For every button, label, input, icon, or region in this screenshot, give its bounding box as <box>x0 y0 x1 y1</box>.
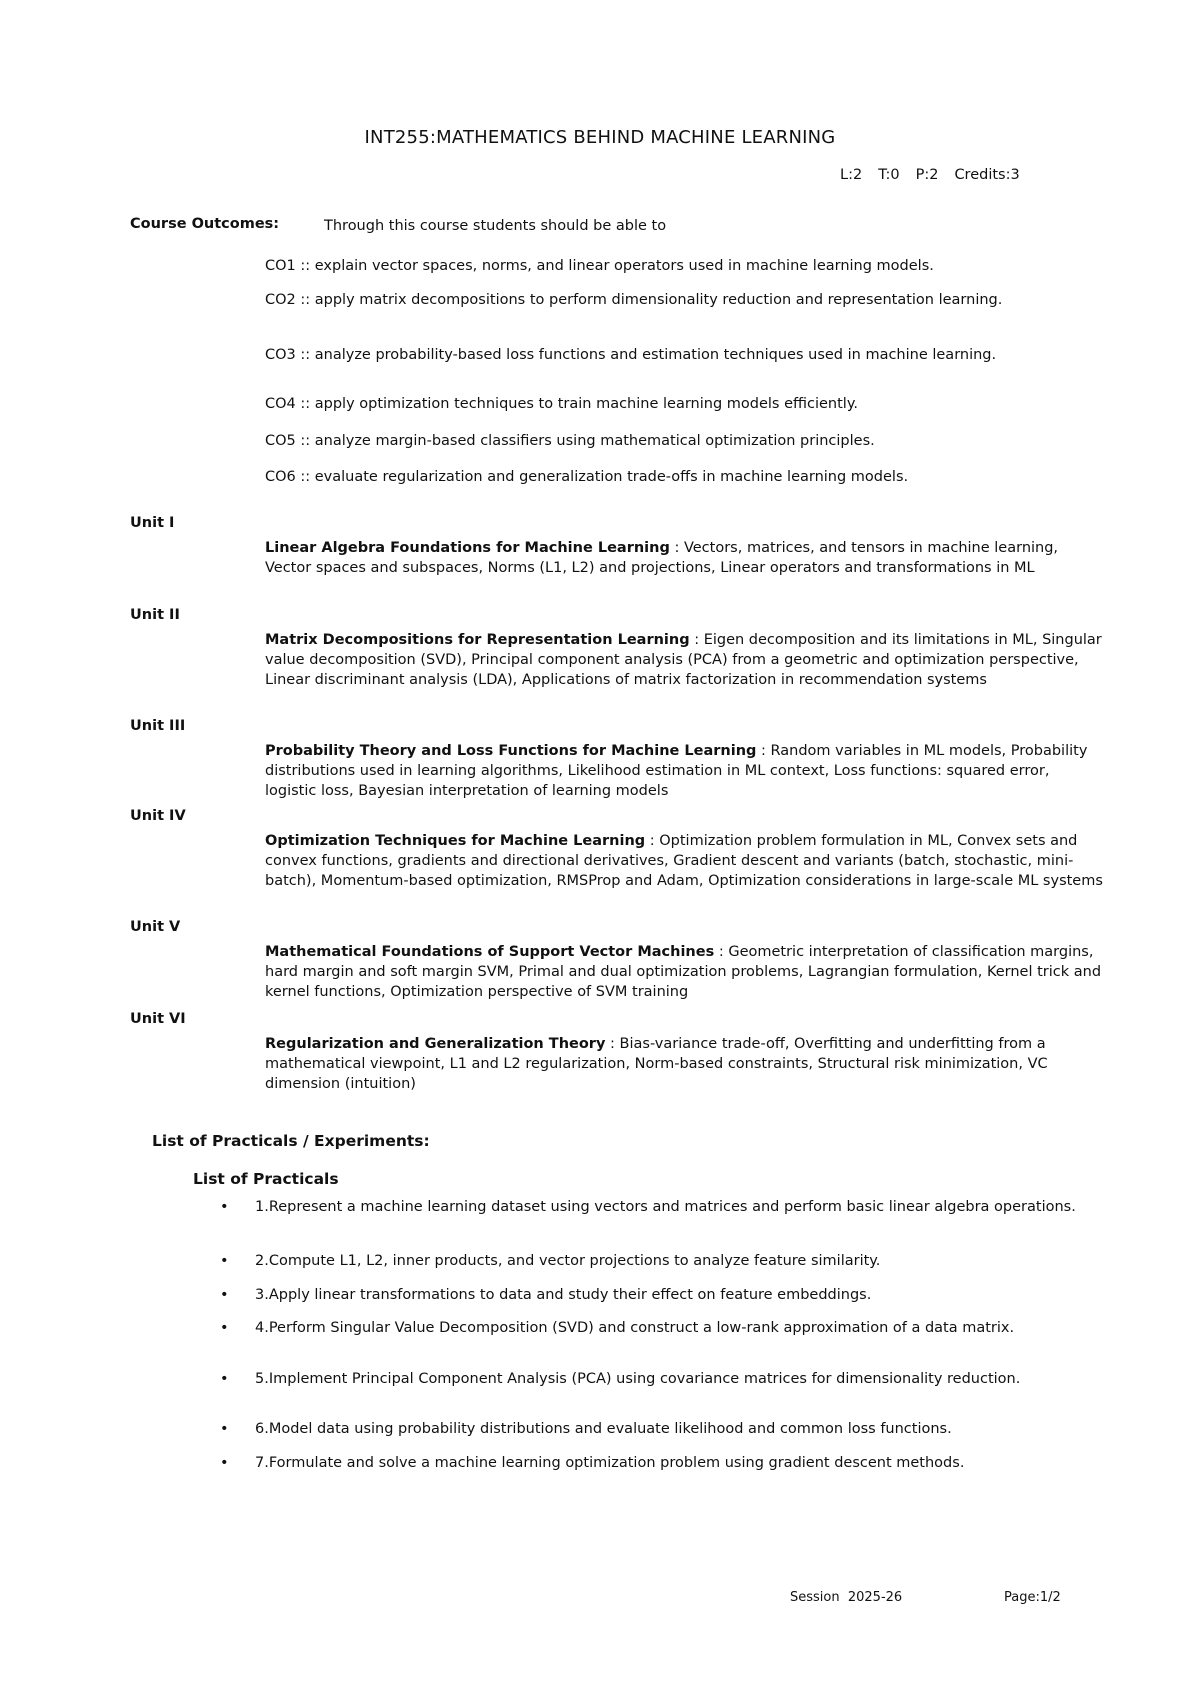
course-outcome-item: CO2 :: apply matrix decompositions to perform dimensionality reduction and representation learning. <box>265 292 1003 308</box>
unit-heading: Mathematical Foundations of Support Vector Machines <box>265 944 715 960</box>
practical-hours: P:2 <box>915 167 939 183</box>
unit-topics: : Random variables in ML models, Probability distributions used in learning algorithms, Likelihood estimation in ML context, Loss functions: squared error, logistic loss, Bayesian interpretation of learning models <box>265 743 1088 799</box>
unit-content <box>265 942 1105 1002</box>
bullet: • <box>220 1253 229 1269</box>
bullet: • <box>220 1421 229 1437</box>
lecture-hours: L:2 <box>840 167 863 183</box>
course-title: INT255:MATHEMATICS BEHIND MACHINE LEARNING <box>364 127 836 148</box>
bullet: • <box>220 1320 229 1336</box>
bullet: • <box>220 1371 229 1387</box>
footer-session: Session 2025-26 <box>790 1590 903 1605</box>
practical-text: 3.Apply linear transformations to data and study their effect on feature embeddings. <box>255 1287 872 1303</box>
practical-text: 1.Represent a machine learning dataset using vectors and matrices and perform basic linear algebra operations. <box>255 1199 1076 1215</box>
unit-heading: Regularization and Generalization Theory <box>265 1036 606 1052</box>
bullet: • <box>220 1287 229 1303</box>
unit-label: Unit VI <box>130 1011 186 1027</box>
unit-heading: Matrix Decompositions for Representation Learning <box>265 632 690 648</box>
unit-label: Unit V <box>130 919 181 935</box>
credits: Credits:3 <box>954 167 1020 183</box>
unit-label: Unit III <box>130 718 186 734</box>
tutorial-hours: T:0 <box>878 167 900 183</box>
practical-text: 6.Model data using probability distributions and evaluate likelihood and common loss functions. <box>255 1421 952 1437</box>
unit-topics: : Vectors, matrices, and tensors in machine learning, Vector spaces and subspaces, Norms (L1, L2) and projections, Linear operators and transformations in ML <box>265 540 1059 576</box>
unit-heading: Probability Theory and Loss Functions for Machine Learning <box>265 743 757 759</box>
practicals-subheading: List of Practicals <box>193 1170 339 1188</box>
unit-label: Unit II <box>130 607 180 623</box>
unit-content <box>265 1034 1105 1094</box>
course-outcome-item: CO6 :: evaluate regularization and generalization trade-offs in machine learning models. <box>265 469 909 485</box>
practicals-heading: List of Practicals / Experiments: <box>152 1132 430 1150</box>
bullet: • <box>220 1199 229 1215</box>
bullet: • <box>220 1455 229 1471</box>
footer-page-number: Page:1/2 <box>1004 1590 1061 1605</box>
unit-label: Unit I <box>130 515 175 531</box>
course-outcomes-intro: Through this course students should be able to <box>324 218 667 234</box>
unit-content <box>265 741 1105 801</box>
unit-heading: Linear Algebra Foundations for Machine Learning <box>265 540 670 556</box>
unit-heading: Optimization Techniques for Machine Learning <box>265 833 646 849</box>
course-outcome-item: CO1 :: explain vector spaces, norms, and linear operators used in machine learning models. <box>265 258 934 274</box>
unit-topics: : Eigen decomposition and its limitations in ML, Singular value decomposition (SVD), Principal component analysis (PCA) from a geometric and optimization perspective, Linear discriminant analysis (LDA), Applications of matrix factorization in recommendation systems <box>265 632 1102 688</box>
practical-text: 4.Perform Singular Value Decomposition (SVD) and construct a low-rank approximation of a data matrix. <box>255 1320 1015 1336</box>
practical-text: 2.Compute L1, L2, inner products, and vector projections to analyze feature similarity. <box>255 1253 881 1269</box>
practical-text: 7.Formulate and solve a machine learning optimization problem using gradient descent methods. <box>255 1455 965 1471</box>
unit-content <box>265 538 1105 578</box>
course-outcome-item: CO3 :: analyze probability-based loss functions and estimation techniques used in machine learning. <box>265 347 997 363</box>
unit-content <box>265 630 1105 690</box>
course-outcome-item: CO4 :: apply optimization techniques to train machine learning models efficiently. <box>265 396 858 412</box>
course-outcome-item: CO5 :: analyze margin-based classifiers using mathematical optimization principles. <box>265 433 875 449</box>
unit-topics: : Optimization problem formulation in ML, Convex sets and convex functions, gradients and directional derivatives, Gradient descent and variants (batch, stochastic, mini-batch), Momentum-based optimization, RMSProp and Adam, Optimization considerations in large-scale ML systems <box>265 833 1103 889</box>
course-outcomes-label: Course Outcomes: <box>130 216 280 232</box>
practical-text: 5.Implement Principal Component Analysis (PCA) using covariance matrices for dimensionality reduction. <box>255 1371 1021 1387</box>
unit-topics: : Geometric interpretation of classification margins, hard margin and soft margin SVM, Primal and dual optimization problems, Lagrangian formulation, Kernel trick and kernel functions, Optimization perspective of SVM training <box>265 944 1102 1000</box>
unit-label: Unit IV <box>130 808 186 824</box>
credit-structure <box>840 167 1036 183</box>
unit-topics: : Bias-variance trade-off, Overfitting and underfitting from a mathematical viewpoint, L1 and L2 regularization, Norm-based constraints, Structural risk minimization, VC dimension (intuition) <box>265 1036 1048 1092</box>
unit-content <box>265 831 1105 891</box>
